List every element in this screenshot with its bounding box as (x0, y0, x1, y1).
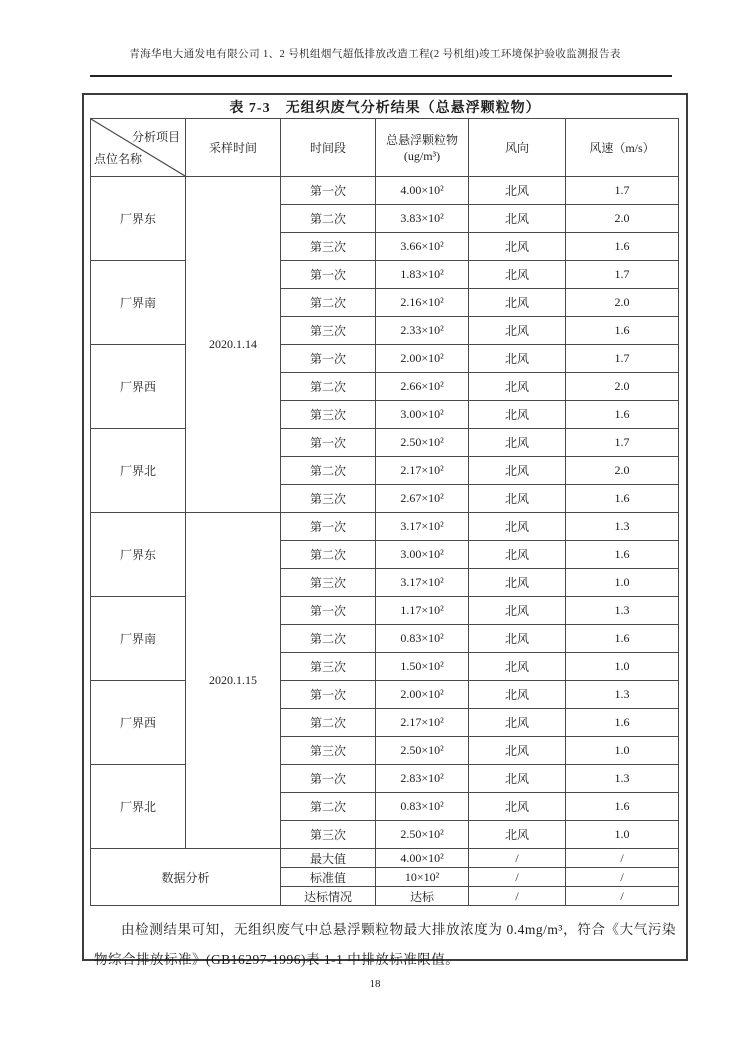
table-row (91, 681, 679, 709)
cell-period: 第一次 (281, 681, 376, 709)
cell-wind-speed: 1.0 (566, 737, 679, 765)
cell-analysis-value: 4.00×10² (376, 849, 469, 868)
cell-wind-direction: 北风 (469, 177, 566, 205)
cell-wind-speed: 1.6 (566, 793, 679, 821)
cell-period: 第一次 (281, 513, 376, 541)
cell-tsp-value: 3.17×10² (376, 513, 469, 541)
cell-wind-speed: 1.6 (566, 401, 679, 429)
cell-period: 第三次 (281, 401, 376, 429)
cell-tsp-value: 2.33×10² (376, 317, 469, 345)
cell-wind-speed: 1.6 (566, 709, 679, 737)
cell-wind-speed: 1.0 (566, 821, 679, 849)
cell-wind-speed: 1.6 (566, 485, 679, 513)
cell-wind-direction: 北风 (469, 709, 566, 737)
cell-tsp-value: 3.00×10² (376, 401, 469, 429)
col-header-tsp-name: 总悬浮颗粒物 (385, 132, 458, 147)
cell-period: 第二次 (281, 205, 376, 233)
cell-period: 第三次 (281, 569, 376, 597)
cell-wind-speed: 2.0 (566, 205, 679, 233)
cell-data-analysis-label: 数据分析 (91, 849, 281, 906)
cell-analysis-wind-speed: / (566, 849, 679, 868)
cell-wind-speed: 2.0 (566, 373, 679, 401)
cell-wind-direction: 北风 (469, 821, 566, 849)
cell-period: 第一次 (281, 429, 376, 457)
cell-analysis-wind-direction: / (469, 849, 566, 868)
table-row (91, 345, 679, 373)
cell-wind-direction: 北风 (469, 765, 566, 793)
cell-wind-direction: 北风 (469, 457, 566, 485)
cell-period: 第二次 (281, 541, 376, 569)
header-divider (90, 75, 672, 77)
cell-wind-direction: 北风 (469, 289, 566, 317)
cell-tsp-value: 2.17×10² (376, 709, 469, 737)
cell-period: 第二次 (281, 457, 376, 485)
corner-label-site-name: 点位名称 (94, 152, 143, 166)
cell-period: 第一次 (281, 597, 376, 625)
cell-wind-direction: 北风 (469, 205, 566, 233)
cell-analysis-value: 10×10² (376, 868, 469, 887)
cell-wind-speed: 1.3 (566, 681, 679, 709)
cell-wind-speed: 1.7 (566, 345, 679, 373)
cell-wind-direction: 北风 (469, 345, 566, 373)
cell-wind-speed: 1.6 (566, 317, 679, 345)
cell-wind-direction: 北风 (469, 429, 566, 457)
header-row (91, 119, 679, 177)
cell-wind-speed: 1.0 (566, 653, 679, 681)
table-row (91, 513, 679, 541)
cell-wind-direction: 北风 (469, 317, 566, 345)
cell-site-name: 厂界北 (91, 765, 186, 849)
cell-wind-direction: 北风 (469, 541, 566, 569)
cell-site-name: 厂界西 (91, 345, 186, 429)
cell-tsp-value: 2.83×10² (376, 765, 469, 793)
cell-analysis-wind-speed: / (566, 887, 679, 906)
document-header-title: 青海华电大通发电有限公司 1、2 号机组烟气超低排放改造工程(2 号机组)竣工环境保护验收监测报告表 (129, 49, 621, 60)
cell-period: 第二次 (281, 373, 376, 401)
col-header-tsp-unit: (ug/m³) (403, 148, 441, 163)
cell-wind-speed: 1.7 (566, 429, 679, 457)
page-number: 18 (369, 978, 381, 990)
table-row (91, 597, 679, 625)
report-box (82, 93, 688, 967)
cell-period: 第三次 (281, 821, 376, 849)
cell-period: 第一次 (281, 261, 376, 289)
cell-wind-speed: 2.0 (566, 289, 679, 317)
col-header-tsp (376, 119, 469, 177)
cell-period: 第一次 (281, 177, 376, 205)
cell-wind-direction: 北风 (469, 681, 566, 709)
table-row (91, 429, 679, 457)
cell-tsp-value: 3.83×10² (376, 205, 469, 233)
cell-period: 第一次 (281, 765, 376, 793)
cell-tsp-value: 3.66×10² (376, 233, 469, 261)
cell-analysis-wind-direction: / (469, 887, 566, 906)
cell-period: 第二次 (281, 289, 376, 317)
cell-analysis-value: 达标 (376, 887, 469, 906)
cell-tsp-value: 2.50×10² (376, 737, 469, 765)
cell-tsp-value: 0.83×10² (376, 793, 469, 821)
cell-wind-direction: 北风 (469, 793, 566, 821)
cell-wind-direction: 北风 (469, 625, 566, 653)
col-header-period: 时间段 (281, 119, 376, 177)
table-row (91, 261, 679, 289)
cell-sample-date: 2020.1.15 (186, 513, 281, 849)
cell-wind-direction: 北风 (469, 485, 566, 513)
cell-wind-speed: 1.7 (566, 261, 679, 289)
cell-wind-speed: 1.3 (566, 513, 679, 541)
cell-wind-direction: 北风 (469, 737, 566, 765)
cell-tsp-value: 1.50×10² (376, 653, 469, 681)
cell-period: 第三次 (281, 485, 376, 513)
cell-tsp-value: 4.00×10² (376, 177, 469, 205)
cell-tsp-value: 3.00×10² (376, 541, 469, 569)
cell-wind-speed: 2.0 (566, 457, 679, 485)
cell-analysis-item: 标准值 (281, 868, 376, 887)
cell-wind-direction: 北风 (469, 653, 566, 681)
cell-analysis-item: 达标情况 (281, 887, 376, 906)
cell-wind-speed: 1.7 (566, 177, 679, 205)
cell-wind-direction: 北风 (469, 513, 566, 541)
analysis-row (91, 849, 679, 868)
cell-site-name: 厂界东 (91, 177, 186, 261)
cell-tsp-value: 1.17×10² (376, 597, 469, 625)
cell-wind-direction: 北风 (469, 233, 566, 261)
cell-site-name: 厂界南 (91, 261, 186, 345)
col-header-wind-speed: 风速（m/s） (566, 119, 679, 177)
cell-tsp-value: 2.16×10² (376, 289, 469, 317)
cell-period: 第三次 (281, 317, 376, 345)
cell-analysis-wind-direction: / (469, 868, 566, 887)
cell-wind-direction: 北风 (469, 597, 566, 625)
cell-tsp-value: 2.50×10² (376, 429, 469, 457)
cell-tsp-value: 0.83×10² (376, 625, 469, 653)
cell-wind-direction: 北风 (469, 401, 566, 429)
cell-site-name: 厂界西 (91, 681, 186, 765)
col-header-sample-time: 采样时间 (186, 119, 281, 177)
cell-analysis-item: 最大值 (281, 849, 376, 868)
cell-tsp-value: 2.67×10² (376, 485, 469, 513)
corner-label-analysis-item: 分析项目 (131, 130, 180, 144)
table-row (91, 177, 679, 205)
cell-wind-direction: 北风 (469, 569, 566, 597)
cell-tsp-value: 2.17×10² (376, 457, 469, 485)
cell-wind-speed: 1.3 (566, 597, 679, 625)
cell-wind-speed: 1.0 (566, 569, 679, 597)
cell-period: 第二次 (281, 793, 376, 821)
cell-wind-direction: 北风 (469, 373, 566, 401)
cell-wind-direction: 北风 (469, 261, 566, 289)
monitoring-table (90, 118, 679, 906)
cell-site-name: 厂界东 (91, 513, 186, 597)
cell-period: 第三次 (281, 737, 376, 765)
cell-tsp-value: 2.00×10² (376, 345, 469, 373)
cell-tsp-value: 1.83×10² (376, 261, 469, 289)
cell-tsp-value: 2.00×10² (376, 681, 469, 709)
table-title: 表 7-3 无组织废气分析结果（总悬浮颗粒物） (229, 101, 541, 116)
conclusion-paragraph: 由检测结果可知，无组织废气中总悬浮颗粒物最大排放浓度为 0.4mg/m³，符合《大气污染物综合排放标准》(GB16297-1996)表 1-1 中排放标准限值。 (94, 922, 676, 967)
cell-period: 第一次 (281, 345, 376, 373)
cell-wind-speed: 1.6 (566, 233, 679, 261)
cell-period: 第三次 (281, 653, 376, 681)
cell-sample-date: 2020.1.14 (186, 177, 281, 513)
cell-wind-speed: 1.6 (566, 625, 679, 653)
cell-period: 第三次 (281, 233, 376, 261)
cell-wind-speed: 1.3 (566, 765, 679, 793)
cell-period: 第二次 (281, 625, 376, 653)
cell-site-name: 厂界南 (91, 597, 186, 681)
cell-analysis-wind-speed: / (566, 868, 679, 887)
cell-tsp-value: 3.17×10² (376, 569, 469, 597)
col-header-wind-direction: 风向 (469, 119, 566, 177)
cell-tsp-value: 2.66×10² (376, 373, 469, 401)
cell-period: 第二次 (281, 709, 376, 737)
cell-tsp-value: 2.50×10² (376, 821, 469, 849)
table-row (91, 765, 679, 793)
cell-wind-speed: 1.6 (566, 541, 679, 569)
corner-header-cell (91, 119, 186, 177)
cell-site-name: 厂界北 (91, 429, 186, 513)
